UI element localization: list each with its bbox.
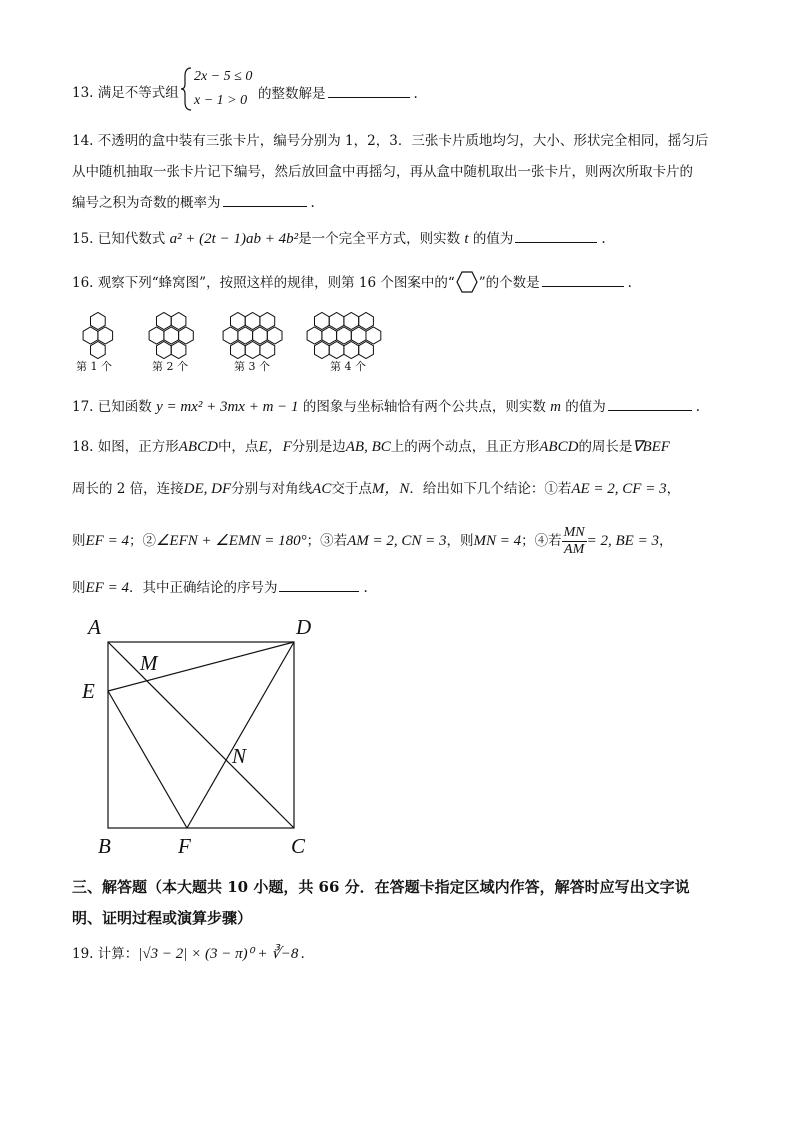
q18-l3k: ，: [658, 533, 673, 549]
q18-l4b: EF = 4: [85, 580, 129, 596]
label-b: B: [98, 834, 111, 858]
honeycomb-caption-3: 第 3 个: [234, 360, 270, 373]
q18-l3c: ；②: [128, 533, 156, 549]
label-d: D: [296, 615, 312, 639]
honeycomb-cell: [366, 327, 381, 344]
q13: [72, 83, 179, 103]
q14-line2: 从中随机抽取一张卡片记下编号，然后放回盒中再摇匀，再从盒中随机取出一张卡片，则两次所取卡片的: [72, 164, 693, 180]
q14-end: .: [310, 195, 315, 211]
honeycomb-cell: [98, 327, 113, 344]
q18-l1i: 的周长是: [578, 439, 633, 455]
q18-line3: [72, 525, 672, 558]
q16-suffix: ”的个数是: [478, 275, 540, 291]
label-n: N: [232, 744, 247, 768]
q18-l3j: = 2, BE = 3: [586, 533, 659, 549]
label-f: F: [178, 834, 191, 858]
q17: [72, 396, 700, 417]
q17-mid: 的图象与坐标轴恰有两个公共点，则实数: [302, 399, 546, 415]
honeycomb-cell: [164, 327, 179, 344]
hexagon-icon: [455, 270, 479, 294]
honeycomb-cell: [267, 327, 282, 344]
q18-l3a: 则: [72, 533, 86, 549]
q18-l1c: 中，点: [217, 439, 259, 455]
q18-l3d: ∠EFN + ∠EMN = 180°: [155, 533, 307, 549]
square-figure: [70, 612, 330, 862]
q13-suffix: [258, 83, 418, 104]
label-e: E: [82, 679, 95, 703]
honeycomb-cell: [149, 327, 164, 344]
q13-eq2: x − 1 > 0: [194, 93, 248, 108]
segment-ed: [108, 642, 294, 691]
diagonal-ac: [108, 642, 294, 828]
q18-fraction: [562, 525, 587, 558]
q14-line3-text: 编号之积为奇数的概率为: [72, 195, 221, 211]
honeycomb-cell: [245, 313, 260, 330]
fraction-numerator: MN: [563, 525, 585, 540]
q17-suffix: 的值为: [565, 399, 606, 415]
honeycomb-cell: [157, 313, 172, 330]
q19-prefix: 19. 计算：: [72, 946, 139, 962]
honeycomb-cell: [359, 313, 374, 330]
q18-l1b: ABCD: [178, 439, 218, 455]
q18-l1e: 分别是边: [291, 439, 346, 455]
honeycomb-cell: [179, 327, 194, 344]
q19-end: .: [300, 946, 305, 962]
q13-eq1: 2x − 5 ≤ 0: [194, 69, 253, 84]
honeycomb-cell: [253, 327, 268, 344]
q18-l3i: ；④若: [521, 533, 562, 549]
q18-l2h: AE = 2, CF = 3: [571, 481, 667, 497]
q13-brace: [180, 66, 194, 112]
q18-line4: [72, 577, 368, 598]
q14-answer-blank[interactable]: [223, 192, 307, 207]
honeycomb-cell: [315, 313, 330, 330]
q19: [72, 944, 305, 964]
honeycomb-cell: [260, 313, 275, 330]
q15-expr: a² + (2t − 1)ab + 4b²: [169, 231, 299, 247]
q18-l3b: EF = 4: [85, 533, 129, 549]
q19-expr: |√3 − 2| × (3 − π)⁰ + ∛−8: [138, 946, 299, 962]
honeycomb-cell: [91, 342, 106, 359]
q18-l2b: DE, DF: [183, 481, 232, 497]
q13-answer-blank[interactable]: [328, 83, 410, 98]
q16-prefix: 16. 观察下列“蜂窝图”，按照这样的规律，则第 16 个图案中的“: [72, 275, 455, 291]
honeycomb-cell: [171, 313, 186, 330]
honeycomb-cell: [344, 342, 359, 359]
q15: [72, 228, 606, 249]
q18-l1a: 18. 如图，正方形: [72, 439, 179, 455]
honeycomb-cell: [351, 327, 366, 344]
q18-l3f: AM = 2, CN = 3: [347, 533, 447, 549]
honeycomb-cell: [315, 342, 330, 359]
q13-prefix: 满足不等式组: [97, 85, 179, 101]
q18-l2c: 分别与对角线: [231, 481, 313, 497]
honeycomb-cell: [231, 313, 246, 330]
honeycomb-cell: [329, 313, 344, 330]
q14-line3: [72, 192, 315, 213]
q15-suffix: 的值为: [472, 231, 514, 247]
q18-l1g: 上的两个动点，且正方形: [390, 439, 540, 455]
honeycomb-cell: [329, 342, 344, 359]
q15-prefix: 15. 已知代数式: [72, 231, 166, 247]
q18-end: .: [363, 580, 368, 596]
honeycomb-cell: [223, 327, 238, 344]
q17-expr: y = mx² + 3mx + m − 1: [156, 399, 299, 415]
honeycomb-cell: [322, 327, 337, 344]
honeycomb-cell: [231, 342, 246, 359]
q15-end: .: [601, 231, 606, 247]
label-c: C: [291, 834, 306, 858]
honeycomb-cell: [307, 327, 322, 344]
q18-l4a: 则: [72, 580, 86, 596]
q16: [72, 270, 632, 294]
q18-l2e: 交于点: [331, 481, 372, 497]
q14-line1: 14. 不透明的盒中装有三张卡片，编号分别为 1，2，3．三张卡片质地均匀，大小、形状完全相同，摇匀后: [72, 133, 709, 149]
honeycomb-caption-1: 第 1 个: [76, 360, 112, 373]
q13-suffix-text: 的整数解是: [258, 86, 326, 102]
q15-var: t: [464, 231, 469, 247]
q18-l1d: E，F: [258, 439, 292, 455]
honeycomb-cell: [157, 342, 172, 359]
q13-end: .: [413, 86, 418, 102]
q18-l1j: ∇BEF: [632, 439, 670, 455]
q15-mid: 是一个完全平方式，则实数: [298, 231, 461, 247]
honeycomb-cell: [238, 327, 253, 344]
honeycomb-cell: [91, 313, 106, 330]
q17-end: .: [695, 399, 701, 415]
segment-fd: [187, 642, 294, 828]
q18-l2f: M，N: [371, 481, 410, 497]
honeycomb-cell: [260, 342, 275, 359]
honeycomb-cell: [344, 313, 359, 330]
section3-line2: 明、证明过程或演算步骤）: [72, 909, 253, 927]
honeycomb-caption-4: 第 4 个: [330, 360, 366, 373]
q17-prefix: 17. 已知函数: [72, 399, 152, 415]
honeycomb-cell: [245, 342, 260, 359]
q15-answer-blank[interactable]: [515, 228, 597, 243]
honeycomb-caption-2: 第 2 个: [152, 360, 188, 373]
honeycomb-cell: [171, 342, 186, 359]
q18-l1f: AB, BC: [345, 439, 391, 455]
q18-l2a: 周长的 2 倍，连接: [72, 481, 184, 497]
section3-line1: 三、解答题（本大题共 10 小题，共 66 分．在答题卡指定区域内作答，解答时应写出文字说: [72, 878, 690, 896]
q18-l3h: MN = 4: [473, 533, 522, 549]
q18-l3e: ；③若: [306, 533, 348, 549]
q18-l2i: ，: [666, 481, 681, 497]
q18-line2: [72, 479, 680, 499]
q18-answer-blank[interactable]: [279, 577, 359, 592]
q17-answer-blank[interactable]: [608, 396, 692, 411]
label-a: A: [88, 615, 101, 639]
fraction-denominator: AM: [564, 542, 585, 557]
segment-ef: [108, 691, 187, 828]
q18-l2d: AC: [312, 481, 332, 497]
q18-l1h: ABCD: [539, 439, 579, 455]
q18-l2g: ．给出如下几个结论：①若: [409, 481, 572, 497]
q13-number: 13.: [72, 85, 94, 101]
label-m: M: [140, 651, 158, 675]
q18-line1: [72, 437, 670, 457]
q18-l3g: ，则: [446, 533, 474, 549]
q17-var: m: [550, 399, 561, 415]
honeycomb-cell: [83, 327, 98, 344]
q16-end: .: [627, 275, 632, 291]
honeycomb-cell: [337, 327, 352, 344]
q18-l4c: ．其中正确结论的序号为: [128, 580, 278, 596]
honeycomb-cell: [359, 342, 374, 359]
q16-answer-blank[interactable]: [542, 272, 624, 287]
